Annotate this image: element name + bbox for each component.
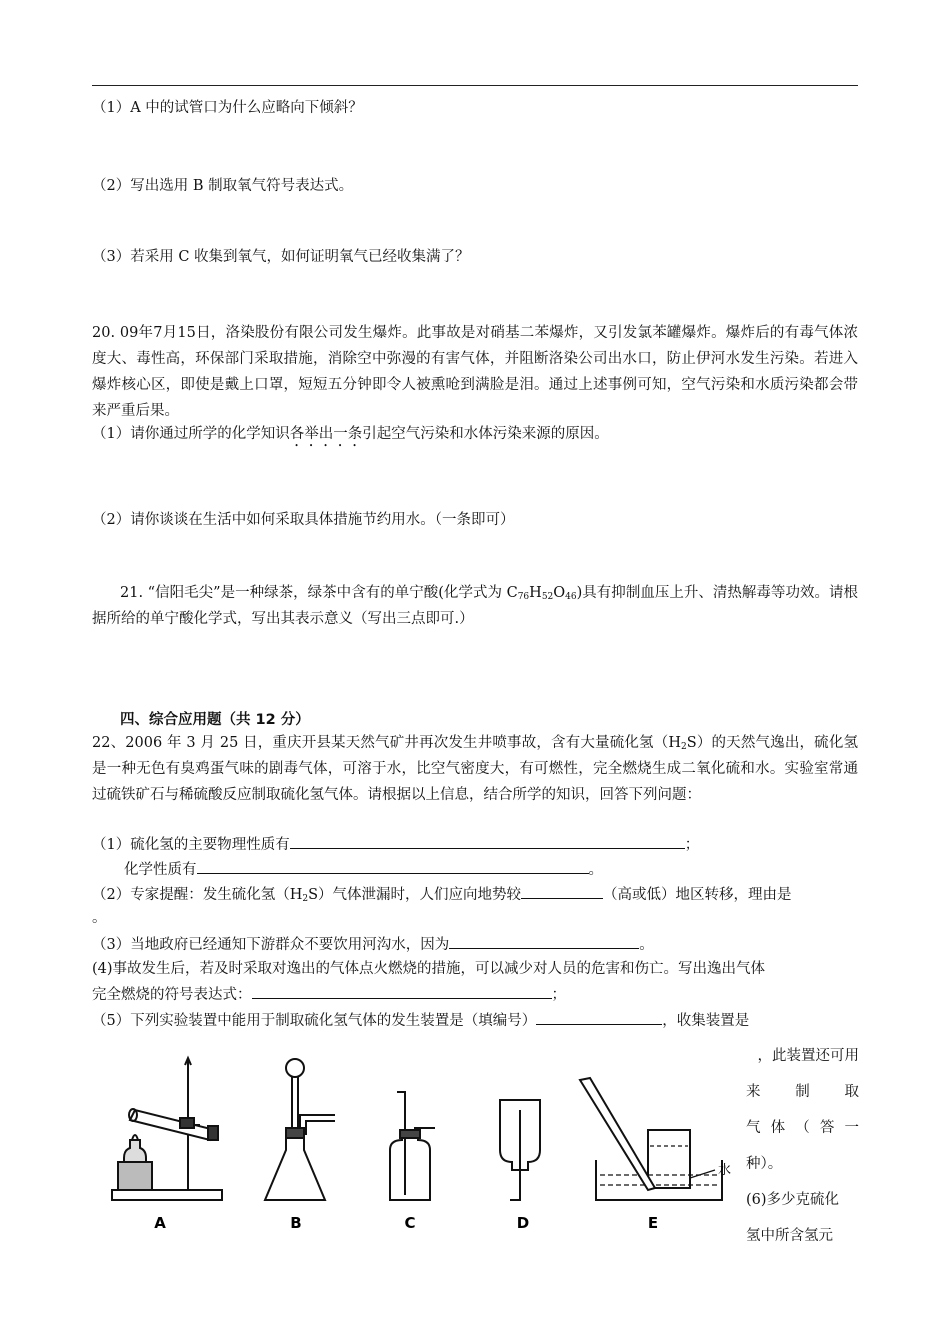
q20-sub1-emph: 各举出一条 — [289, 426, 363, 442]
r3-char: 答 — [819, 1120, 835, 1136]
r2-char: 来 — [746, 1084, 761, 1100]
r2-char: 制 — [795, 1084, 810, 1100]
apparatus-a — [112, 1058, 222, 1200]
r3-char: 一 — [844, 1120, 859, 1136]
apparatus-d — [500, 1100, 540, 1200]
q21-c-sub: 76 — [517, 592, 530, 602]
q22-s3 — [92, 934, 654, 955]
q22-s2-c: （高或低）地区转移，理由是 — [603, 887, 792, 903]
chemical-property-blank[interactable] — [197, 859, 589, 874]
physical-property-blank[interactable] — [290, 834, 685, 849]
q22-s5 — [92, 1010, 749, 1031]
r3-char: （ — [795, 1120, 810, 1136]
q22-s3-end: 。 — [639, 937, 654, 953]
q22-s2-sub: 2 — [302, 894, 309, 904]
q22-intro-sub: 2 — [681, 742, 687, 752]
q22-s1b-end: 。 — [588, 862, 603, 878]
q20-sub2: （2）请你谈谈在生活中如何采取具体措施节约用水。（一条即可） — [92, 512, 515, 528]
generator-blank[interactable] — [536, 1010, 662, 1025]
q22-s5-r2 — [746, 1074, 859, 1110]
right-column — [746, 1038, 859, 1254]
apparatus-figure — [100, 1050, 740, 1240]
q21-text-b: )具有抑制血压上升、清热解毒等功效。请根据所给的单宁酸化学式，写出其表示意义（写出三点即可.） — [92, 585, 858, 627]
q22-s5-b: ，收集装置是 — [662, 1013, 750, 1029]
q22-s1 — [92, 834, 699, 855]
label-d: D — [516, 1214, 530, 1232]
section4-title: 四、综合应用题（共 12 分） — [120, 712, 310, 728]
q22-s5-r1: ，此装置还可用 — [757, 1048, 859, 1064]
apparatus-b — [265, 1059, 335, 1200]
equation-blank[interactable] — [252, 984, 552, 999]
r3-char: 体 — [770, 1120, 786, 1136]
q22-s4b-end: ； — [551, 987, 566, 1003]
q22-s1b — [124, 859, 603, 880]
q20-sub1-a: （1）请你通过所学的化学知识 — [92, 426, 290, 442]
q22-intro-b: S）的天然气逸出，硫化氢是一种无色有臭鸡蛋气味的剧毒气体，可溶于水，比空气密度大，有可燃性，完全燃烧生成二氧化硫和水。实验室常通过硫铁矿石与稀硫酸反应制取硫化氢气体。请根据以上信息，结合所学的知识，回答下列问题： — [92, 735, 859, 803]
q22-s6-r1: (6)多少克硫化 — [746, 1192, 840, 1208]
q22-s6-r2: 氢中所含氢元 — [746, 1228, 833, 1244]
q19-sub1: （1）A 中的试管口为什么应略向下倾斜？ — [92, 100, 363, 116]
r3-char: 气 — [746, 1120, 761, 1136]
top-rule — [92, 85, 858, 86]
q22-s2-b: S）气体泄漏时，人们应向地势较 — [308, 887, 522, 903]
q22-s2-a: （2）专家提醒：发生硫化氢（H — [92, 887, 303, 903]
q21-text-a: 21. “信阳毛尖”是一种绿茶，绿茶中含有的单宁酸(化学式为 C — [120, 585, 518, 601]
q20-sub1-b: 引起空气污染和水体污染来源的原因。 — [362, 426, 609, 442]
q22-s4b — [92, 984, 566, 1005]
label-c: C — [404, 1214, 416, 1232]
q22-s5-r3 — [746, 1110, 859, 1146]
q22-s3-a: （3）当地政府已经通知下游群众不要饮用河沟水，因为 — [92, 937, 450, 953]
terrain-blank[interactable] — [521, 884, 603, 899]
q21-o: O — [553, 585, 566, 601]
q19-sub3: （3）若采用 C 收集到氧气，如何证明氧气已经收集满了？ — [92, 249, 470, 265]
label-a: A — [154, 1214, 166, 1232]
q20-intro: 20. 09年7月15日，洛染股份有限公司发生爆炸。此事故是对硝基二苯爆炸，又引发氯苯罐爆炸。爆炸后的有毒气体浓度大、毒性高，环保部门采取措施，消除空中弥漫的有害气体，并阻断洛染公司出水口，防止伊河水发生污染。若进入爆炸核心区，即使是戴上口罩，短短五分钟即令人被熏呛到满脸是泪。通过上述事例可知，空气污染和水质污染都会带来严重后果。 — [92, 325, 858, 419]
apparatus-c — [390, 1092, 435, 1200]
q19-sub2: （2）写出选用 B 制取氧气符号表达式。 — [92, 178, 354, 194]
q21-h: H — [529, 585, 542, 601]
apparatus-e — [580, 1078, 722, 1200]
q22-s5-a: （5）下列实验装置中能用于制取硫化氢气体的发生装置是（填编号） — [92, 1013, 537, 1029]
reason-blank[interactable] — [449, 934, 639, 949]
q22-s1-label: （1）硫化氢的主要物理性质有 — [92, 837, 290, 853]
q22-intro — [92, 730, 858, 808]
label-e: E — [647, 1214, 659, 1232]
q22-s4a: (4)事故发生后，若及时采取对逸出的气体点火燃烧的措施，可以减少对人员的危害和伤亡。写出逸出气体 — [92, 961, 766, 977]
q22-s4b-label: 完全燃烧的符号表达式： — [92, 987, 252, 1003]
q21-h-sub: 52 — [541, 592, 554, 602]
q22-s2 — [92, 884, 792, 905]
q21-text — [92, 580, 858, 632]
q22-s1b-label: 化学性质有 — [124, 862, 197, 878]
label-b: B — [290, 1214, 302, 1232]
q21-o-sub: 46 — [565, 592, 577, 602]
q22-s5-r4: 种）。 — [746, 1156, 783, 1172]
q22-s1-end: ； — [684, 837, 700, 853]
q22-intro-a: 22、2006 年 3 月 25 日，重庆开县某天然气矿井再次发生井喷事故，含有大量硫化氢（H — [92, 735, 682, 751]
q22-s2-end: 。 — [92, 910, 107, 926]
r2-char: 取 — [844, 1084, 859, 1100]
water-label: 水 — [718, 1163, 732, 1178]
q20-sub1 — [92, 424, 609, 450]
